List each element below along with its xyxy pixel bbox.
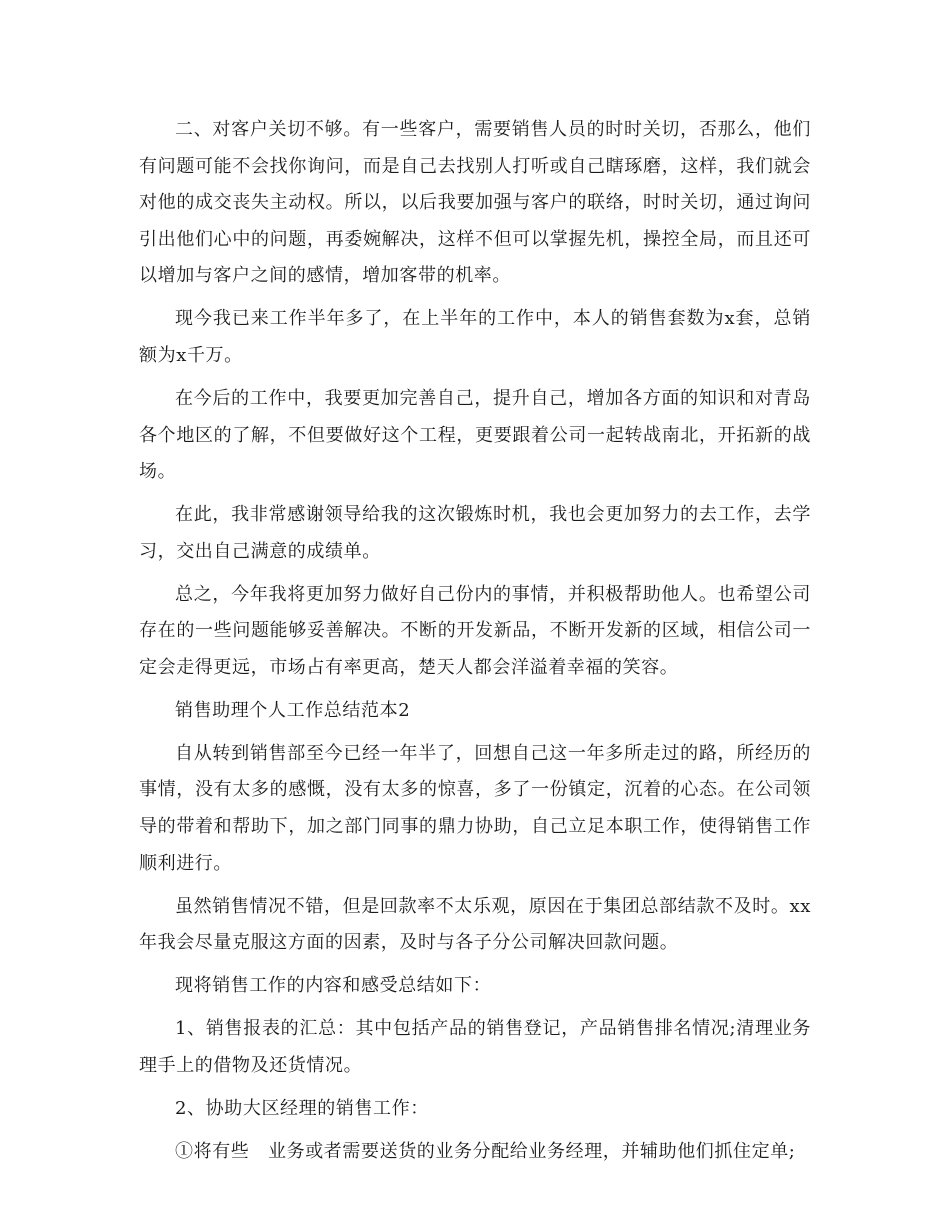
- list-item-subtask: ①将有些 业务或者需要送货的业务分配给业务经理，并辅助他们抓住定单;: [175, 1140, 796, 1162]
- paragraph-conclusion: 总之，今年我将更加努力做好自己份内的事情，并积极帮助他人。也希望公司存在的一些问题能够妥善解决。不断的开发新品，不断开发新的区域，相信公司一定会走得更远，市场占有率更高，楚天人都会洋溢着幸福的笑容。: [139, 583, 811, 678]
- paragraph-future-work: 在今后的工作中，我要更加完善自己，提升自己，增加各方面的知识和对青岛各个地区的了解，不但要做好这个工程，更要跟着公司一起转战南北，开拓新的战场。: [139, 387, 811, 483]
- list-item-report: 1、销售报表的汇总：其中包括产品的销售登记，产品销售排名情况;清理业务理手上的借物及还货情况。: [139, 1018, 811, 1076]
- paragraph-intro: 自从转到销售部至今已经一年半了，回想自己这一年多所走过的路，所经历的事情，没有太多的感慨，没有太多的惊喜，多了一份镇定，沉着的心态。在公司领导的带着和帮助下，加之部门同事的鼎力协助，自己立足本职工作，使得销售工作顺利进行。: [139, 742, 811, 874]
- paragraph-sales-figures: 现今我已来工作半年多了，在上半年的工作中，本人的销售套数为x套，总销额为x千万。: [139, 308, 811, 366]
- paragraph-summary-lead: 现将销售工作的内容和感受总结如下：: [175, 975, 492, 997]
- list-item-assist: 2、协助大区经理的销售工作：: [175, 1097, 429, 1119]
- section-heading: 销售助理个人工作总结范本2: [175, 699, 411, 721]
- paragraph-thanks: 在此，我非常感谢领导给我的这次锻炼时机，我也会更加努力的去工作，去学习，交出自己满意的成绩单。: [139, 504, 811, 562]
- paragraph-customer-care: 二、对客户关切不够。有一些客户，需要销售人员的时时关切，否那么，他们有问题可能不会找你询问，而是自己去找别人打听或自己瞎琢磨，这样，我们就会对他的成交丧失主动权。所以，以后我要加强与客户的联络，时时关切，通过询问引出他们心中的问题，再委婉解决，这样不但可以掌握先机，操控全局，而且还可以增加与客户之间的感情，增加客带的机率。: [139, 119, 811, 287]
- paragraph-payment: 虽然销售情况不错，但是回款率不太乐观，原因在于集团总部结款不及时。xx年我会尽量克服这方面的因素，及时与各子分公司解决回款问题。: [139, 895, 811, 954]
- document-body: [139, 112, 811, 1170]
